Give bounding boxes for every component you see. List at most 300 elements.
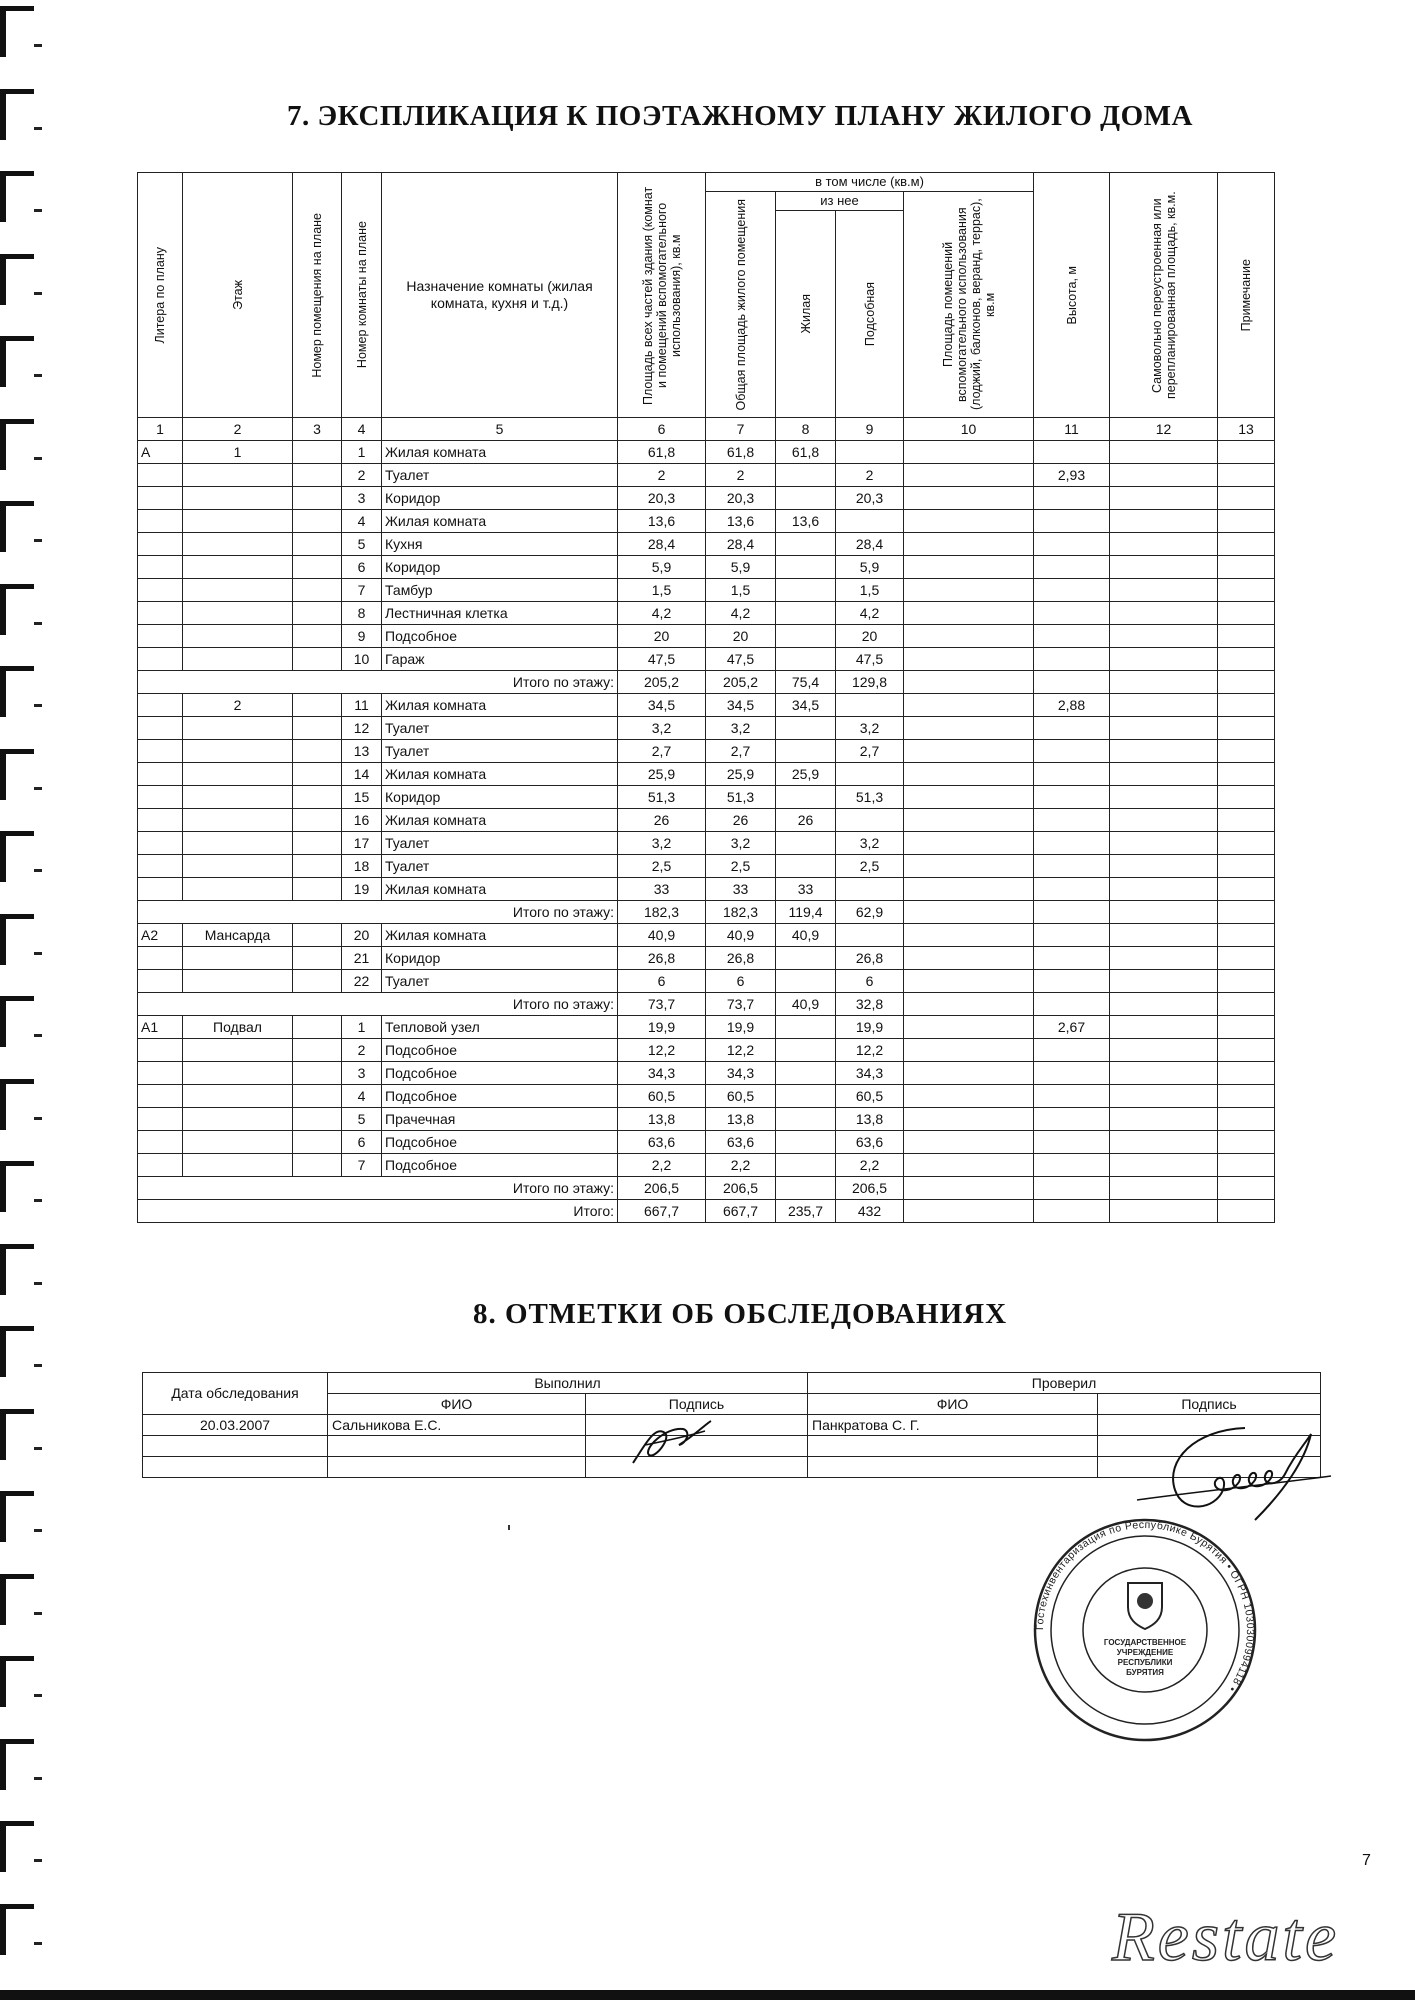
- cell-unauthorized: [1110, 602, 1218, 625]
- cell-auxiliary: [904, 1108, 1034, 1131]
- header-etazh: Этаж: [183, 173, 293, 418]
- binding-ring-icon: [0, 419, 34, 470]
- cell-note: [1218, 1039, 1275, 1062]
- cell-subroom-number: 4: [342, 510, 382, 533]
- cell-unauthorized: [1110, 1154, 1218, 1177]
- cell-floor: [183, 717, 293, 740]
- cell-auxiliary: [904, 832, 1034, 855]
- cell-total-area: 34,3: [618, 1062, 706, 1085]
- emblem-icon: [1128, 1583, 1162, 1629]
- official-stamp: [1030, 1515, 1260, 1745]
- cell-litera: [138, 786, 183, 809]
- cell-room-number: [293, 602, 342, 625]
- table-row: [138, 1108, 1275, 1131]
- cell-note: [1218, 1131, 1275, 1154]
- cell-room-number: [293, 694, 342, 717]
- cell-auxiliary: [904, 717, 1034, 740]
- cell-auxiliary: [904, 1131, 1034, 1154]
- table-row: [138, 1062, 1275, 1085]
- cell-litera: [138, 648, 183, 671]
- cell-floor: 1: [183, 441, 293, 464]
- cell-note: [1218, 625, 1275, 648]
- cell-unauthorized: [1110, 878, 1218, 901]
- column-number: 10: [904, 418, 1034, 441]
- cell-empty: [904, 1177, 1034, 1200]
- cell-room-number: [293, 1062, 342, 1085]
- total-label: Итого:: [138, 1200, 618, 1223]
- cell-living: 75,4: [776, 671, 836, 694]
- cell-height: [1034, 740, 1110, 763]
- cell-auxiliary: [904, 487, 1034, 510]
- cell-auxiliary: [904, 602, 1034, 625]
- binding-tick: [34, 539, 42, 542]
- cell-empty: [1218, 1177, 1275, 1200]
- cell-subroom-number: 3: [342, 1062, 382, 1085]
- cell-litera: [138, 1154, 183, 1177]
- binding-tick: [34, 127, 42, 130]
- header-purpose: Назначение комнаты (жилая комната, кухня и т.д.): [382, 173, 618, 418]
- table-row: [138, 441, 1275, 464]
- binding-tick: [34, 44, 42, 47]
- table-row: [138, 740, 1275, 763]
- cell-auxiliary: [904, 1062, 1034, 1085]
- cell-living-space-total: 25,9: [706, 763, 776, 786]
- page-number: 7: [1362, 1852, 1371, 1869]
- binding-tick: [34, 209, 42, 212]
- cell-room-number: [293, 855, 342, 878]
- cell-subroom-number: 16: [342, 809, 382, 832]
- header-living-space-total: Общая площадь жилого помещения: [706, 192, 776, 418]
- binding-tick: [34, 1942, 42, 1945]
- table-row: [138, 533, 1275, 556]
- cell-utility: [836, 763, 904, 786]
- cell-utility: 2,2: [836, 1154, 904, 1177]
- cell-living-space-total: 1,5: [706, 579, 776, 602]
- cell-purpose: Тепловой узел: [382, 1016, 618, 1039]
- cell-height: [1034, 855, 1110, 878]
- cell-total-area: 3,2: [618, 832, 706, 855]
- cell-total-area: 3,2: [618, 717, 706, 740]
- cell-purpose: Подсобное: [382, 625, 618, 648]
- cell-utility: 206,5: [836, 1177, 904, 1200]
- cell-empty: [1110, 993, 1218, 1016]
- stamp-center-line-2: УЧРЕЖДЕНИЕ: [1116, 1648, 1174, 1657]
- signature-performer: [625, 1415, 715, 1470]
- cell-room-number: [293, 510, 342, 533]
- table-row: [138, 694, 1275, 717]
- cell-total-area: 34,5: [618, 694, 706, 717]
- cell-auxiliary: [904, 1016, 1034, 1039]
- header-note: Примечание: [1218, 173, 1275, 418]
- cell-living-space-total: 40,9: [706, 924, 776, 947]
- binding-tick: [34, 1694, 42, 1697]
- cell-purpose: Подсобное: [382, 1131, 618, 1154]
- cell-note: [1218, 510, 1275, 533]
- cell-litera: [138, 763, 183, 786]
- header-auxiliary: Площадь помещений вспомогательного использования (лоджий, балконов, веранд, террас), кв.м: [904, 192, 1034, 418]
- cell-living: 34,5: [776, 694, 836, 717]
- total-row: [138, 1177, 1275, 1200]
- cell-utility: 3,2: [836, 832, 904, 855]
- header-living: Жилая: [776, 211, 836, 418]
- table-row: [138, 947, 1275, 970]
- cell-subroom-number: 10: [342, 648, 382, 671]
- cell-room-number: [293, 648, 342, 671]
- cell-floor: [183, 648, 293, 671]
- cell-utility: 4,2: [836, 602, 904, 625]
- cell-purpose: Подсобное: [382, 1039, 618, 1062]
- cell-room-number: [293, 970, 342, 993]
- cell-empty: [904, 1200, 1034, 1223]
- cell-unauthorized: [1110, 533, 1218, 556]
- binding-ring-icon: [0, 584, 34, 635]
- total-row: [138, 901, 1275, 924]
- explication-table: [137, 172, 1275, 1223]
- cell-height: [1034, 878, 1110, 901]
- cell-litera: [138, 832, 183, 855]
- cell-purpose: Жилая комната: [382, 441, 618, 464]
- cell-living: [776, 1177, 836, 1200]
- cell-note: [1218, 694, 1275, 717]
- binding-ring-icon: [0, 749, 34, 800]
- binding-tick: [34, 1447, 42, 1450]
- bottom-edge: [0, 1990, 1415, 2000]
- table-row: [138, 786, 1275, 809]
- cell-height: [1034, 786, 1110, 809]
- cell-utility: 28,4: [836, 533, 904, 556]
- cell-living-space-total: 5,9: [706, 556, 776, 579]
- cell-purpose: Подсобное: [382, 1062, 618, 1085]
- cell-purpose: Коридор: [382, 487, 618, 510]
- column-number: 3: [293, 418, 342, 441]
- total-label: Итого по этажу:: [138, 1177, 618, 1200]
- cell-floor: [183, 809, 293, 832]
- cell-living: 61,8: [776, 441, 836, 464]
- header-including: в том числе (кв.м): [706, 173, 1034, 192]
- cell-room-number: [293, 1154, 342, 1177]
- column-number: 4: [342, 418, 382, 441]
- cell-room-number: [293, 1108, 342, 1131]
- cell-auxiliary: [904, 855, 1034, 878]
- exam-empty-cell: [143, 1457, 328, 1478]
- cell-height: [1034, 533, 1110, 556]
- cell-note: [1218, 1108, 1275, 1131]
- cell-unauthorized: [1110, 1039, 1218, 1062]
- cell-total-area: 182,3: [618, 901, 706, 924]
- cell-litera: [138, 625, 183, 648]
- table-row: [138, 648, 1275, 671]
- cell-purpose: Туалет: [382, 740, 618, 763]
- cell-living: [776, 740, 836, 763]
- stamp-ring-text: Гостехинвентаризация по Республике Бурятия • ОГРН 1030300994118 •: [1033, 1518, 1257, 1695]
- cell-total-area: 26: [618, 809, 706, 832]
- exam-empty-cell: [328, 1436, 586, 1457]
- cell-living: 26: [776, 809, 836, 832]
- cell-living: [776, 717, 836, 740]
- cell-floor: [183, 1108, 293, 1131]
- cell-auxiliary: [904, 625, 1034, 648]
- cell-height: [1034, 717, 1110, 740]
- table-row: [138, 1085, 1275, 1108]
- cell-auxiliary: [904, 1085, 1034, 1108]
- cell-floor: [183, 1131, 293, 1154]
- binding-tick: [34, 952, 42, 955]
- cell-living-space-total: 61,8: [706, 441, 776, 464]
- cell-subroom-number: 18: [342, 855, 382, 878]
- cell-floor: 2: [183, 694, 293, 717]
- cell-living-space-total: 2,2: [706, 1154, 776, 1177]
- cell-living-space-total: 33: [706, 878, 776, 901]
- cell-note: [1218, 602, 1275, 625]
- cell-auxiliary: [904, 694, 1034, 717]
- cell-height: [1034, 1108, 1110, 1131]
- cell-room-number: [293, 487, 342, 510]
- cell-note: [1218, 763, 1275, 786]
- cell-purpose: Жилая комната: [382, 878, 618, 901]
- total-label: Итого по этажу:: [138, 993, 618, 1016]
- binding-ring-icon: [0, 501, 34, 552]
- cell-total-area: 33: [618, 878, 706, 901]
- cell-floor: [183, 487, 293, 510]
- cell-total-area: 6: [618, 970, 706, 993]
- cell-purpose: Жилая комната: [382, 809, 618, 832]
- cell-living: 13,6: [776, 510, 836, 533]
- cell-utility: 432: [836, 1200, 904, 1223]
- cell-living-space-total: 20,3: [706, 487, 776, 510]
- cell-living: 33: [776, 878, 836, 901]
- header-unauthorized: Самовольно переустроенная или перепланированная площадь, кв.м.: [1110, 173, 1218, 418]
- cell-room-number: [293, 625, 342, 648]
- cell-empty: [1218, 901, 1275, 924]
- cell-subroom-number: 6: [342, 556, 382, 579]
- exam-empty-cell: [143, 1436, 328, 1457]
- binding-tick: [34, 1529, 42, 1532]
- cell-height: [1034, 763, 1110, 786]
- cell-litera: [138, 970, 183, 993]
- exam-performed-header: Выполнил: [328, 1373, 808, 1394]
- cell-unauthorized: [1110, 579, 1218, 602]
- total-row: [138, 993, 1275, 1016]
- table-row: [138, 625, 1275, 648]
- cell-room-number: [293, 947, 342, 970]
- cell-litera: [138, 1131, 183, 1154]
- cell-total-area: 20: [618, 625, 706, 648]
- cell-note: [1218, 441, 1275, 464]
- cell-utility: 12,2: [836, 1039, 904, 1062]
- cell-auxiliary: [904, 878, 1034, 901]
- cell-note: [1218, 786, 1275, 809]
- total-row: [138, 671, 1275, 694]
- cell-unauthorized: [1110, 1062, 1218, 1085]
- column-number-row: [138, 418, 1275, 441]
- cell-room-number: [293, 1016, 342, 1039]
- cell-height: [1034, 579, 1110, 602]
- cell-living-space-total: 2,5: [706, 855, 776, 878]
- cell-floor: [183, 625, 293, 648]
- cell-living-space-total: 47,5: [706, 648, 776, 671]
- cell-purpose: Прачечная: [382, 1108, 618, 1131]
- table-row: [138, 510, 1275, 533]
- cell-subroom-number: 4: [342, 1085, 382, 1108]
- cell-subroom-number: 2: [342, 464, 382, 487]
- cell-auxiliary: [904, 510, 1034, 533]
- cell-litera: А1: [138, 1016, 183, 1039]
- cell-auxiliary: [904, 763, 1034, 786]
- cell-living: [776, 648, 836, 671]
- cell-subroom-number: 9: [342, 625, 382, 648]
- examination-title: 8. ОТМЕТКИ ОБ ОБСЛЕДОВАНИЯХ: [472, 1298, 1008, 1330]
- cell-purpose: Подсобное: [382, 1085, 618, 1108]
- column-number: 5: [382, 418, 618, 441]
- cell-total-area: 667,7: [618, 1200, 706, 1223]
- cell-note: [1218, 487, 1275, 510]
- binding-tick: [34, 869, 42, 872]
- table-row: [138, 556, 1275, 579]
- cell-subroom-number: 15: [342, 786, 382, 809]
- cell-living: 119,4: [776, 901, 836, 924]
- cell-room-number: [293, 717, 342, 740]
- column-number: 8: [776, 418, 836, 441]
- cell-living: [776, 786, 836, 809]
- cell-living: [776, 855, 836, 878]
- cell-total-area: 2,7: [618, 740, 706, 763]
- column-number: 1: [138, 418, 183, 441]
- cell-living-space-total: 2,7: [706, 740, 776, 763]
- cell-empty: [1034, 993, 1110, 1016]
- cell-note: [1218, 855, 1275, 878]
- exam-empty-cell: [808, 1457, 1098, 1478]
- total-label: Итого по этажу:: [138, 671, 618, 694]
- cell-auxiliary: [904, 970, 1034, 993]
- cell-total-area: 61,8: [618, 441, 706, 464]
- binding-tick: [34, 1282, 42, 1285]
- cell-auxiliary: [904, 740, 1034, 763]
- binding-ring-icon: [0, 1161, 34, 1212]
- binding-ring-icon: [0, 1326, 34, 1377]
- column-number: 9: [836, 418, 904, 441]
- cell-living: [776, 1108, 836, 1131]
- cell-utility: [836, 694, 904, 717]
- cell-floor: [183, 1085, 293, 1108]
- cell-note: [1218, 1062, 1275, 1085]
- cell-utility: 47,5: [836, 648, 904, 671]
- cell-subroom-number: 1: [342, 1016, 382, 1039]
- cell-room-number: [293, 556, 342, 579]
- cell-room-number: [293, 1131, 342, 1154]
- cell-room-number: [293, 464, 342, 487]
- binding-ring-icon: [0, 254, 34, 305]
- table-row: [138, 717, 1275, 740]
- cell-empty: [1034, 1177, 1110, 1200]
- cell-litera: [138, 510, 183, 533]
- cell-empty: [1110, 1200, 1218, 1223]
- exam-empty-cell: [328, 1457, 586, 1478]
- cell-total-area: 51,3: [618, 786, 706, 809]
- binding-ring-icon: [0, 1574, 34, 1625]
- cell-living: [776, 533, 836, 556]
- binding-tick: [34, 1199, 42, 1202]
- cell-litera: [138, 533, 183, 556]
- cell-room-number: [293, 740, 342, 763]
- cell-auxiliary: [904, 464, 1034, 487]
- binding-tick: [34, 1117, 42, 1120]
- cell-total-area: 12,2: [618, 1039, 706, 1062]
- header-room-number: Номер помещения на плане: [293, 173, 342, 418]
- table-row: [138, 855, 1275, 878]
- cell-utility: 62,9: [836, 901, 904, 924]
- cell-height: [1034, 487, 1110, 510]
- cell-living: 40,9: [776, 993, 836, 1016]
- cell-total-area: 205,2: [618, 671, 706, 694]
- cell-subroom-number: 2: [342, 1039, 382, 1062]
- exam-fio-cell-2: Панкратова С. Г.: [808, 1415, 1098, 1436]
- cell-utility: 3,2: [836, 717, 904, 740]
- cell-purpose: Коридор: [382, 947, 618, 970]
- cell-subroom-number: 11: [342, 694, 382, 717]
- signature-checker: [1135, 1420, 1335, 1530]
- cell-purpose: Жилая комната: [382, 510, 618, 533]
- cell-living: [776, 464, 836, 487]
- cell-utility: [836, 809, 904, 832]
- cell-room-number: [293, 533, 342, 556]
- cell-total-area: 19,9: [618, 1016, 706, 1039]
- cell-litera: [138, 602, 183, 625]
- cell-note: [1218, 809, 1275, 832]
- cell-floor: [183, 510, 293, 533]
- cell-total-area: 5,9: [618, 556, 706, 579]
- cell-living-space-total: 205,2: [706, 671, 776, 694]
- cell-living: [776, 487, 836, 510]
- table-row: [138, 1131, 1275, 1154]
- cell-living-space-total: 13,6: [706, 510, 776, 533]
- cell-litera: [138, 947, 183, 970]
- cell-floor: [183, 786, 293, 809]
- table-row: [138, 970, 1275, 993]
- cell-height: [1034, 1039, 1110, 1062]
- cell-litera: [138, 556, 183, 579]
- cell-total-area: 13,8: [618, 1108, 706, 1131]
- cell-utility: 13,8: [836, 1108, 904, 1131]
- binding-ring-icon: [0, 1244, 34, 1295]
- cell-empty: [1034, 671, 1110, 694]
- cell-utility: 20: [836, 625, 904, 648]
- cell-total-area: 47,5: [618, 648, 706, 671]
- cell-total-area: 63,6: [618, 1131, 706, 1154]
- cell-empty: [1218, 1200, 1275, 1223]
- cell-room-number: [293, 924, 342, 947]
- exam-signature-header-1: Подпись: [586, 1394, 808, 1415]
- cell-floor: [183, 1039, 293, 1062]
- cell-litera: [138, 1039, 183, 1062]
- cell-litera: [138, 740, 183, 763]
- binding-rings: [0, 0, 50, 2000]
- cell-floor: Мансарда: [183, 924, 293, 947]
- cell-unauthorized: [1110, 648, 1218, 671]
- cell-height: [1034, 602, 1110, 625]
- cell-utility: 129,8: [836, 671, 904, 694]
- cell-purpose: Кухня: [382, 533, 618, 556]
- cell-floor: [183, 579, 293, 602]
- binding-tick: [34, 1034, 42, 1037]
- cell-total-area: 28,4: [618, 533, 706, 556]
- cell-height: [1034, 556, 1110, 579]
- cell-note: [1218, 1016, 1275, 1039]
- cell-utility: 5,9: [836, 556, 904, 579]
- cell-floor: [183, 464, 293, 487]
- cell-unauthorized: [1110, 487, 1218, 510]
- table-row: [138, 1016, 1275, 1039]
- cell-subroom-number: 12: [342, 717, 382, 740]
